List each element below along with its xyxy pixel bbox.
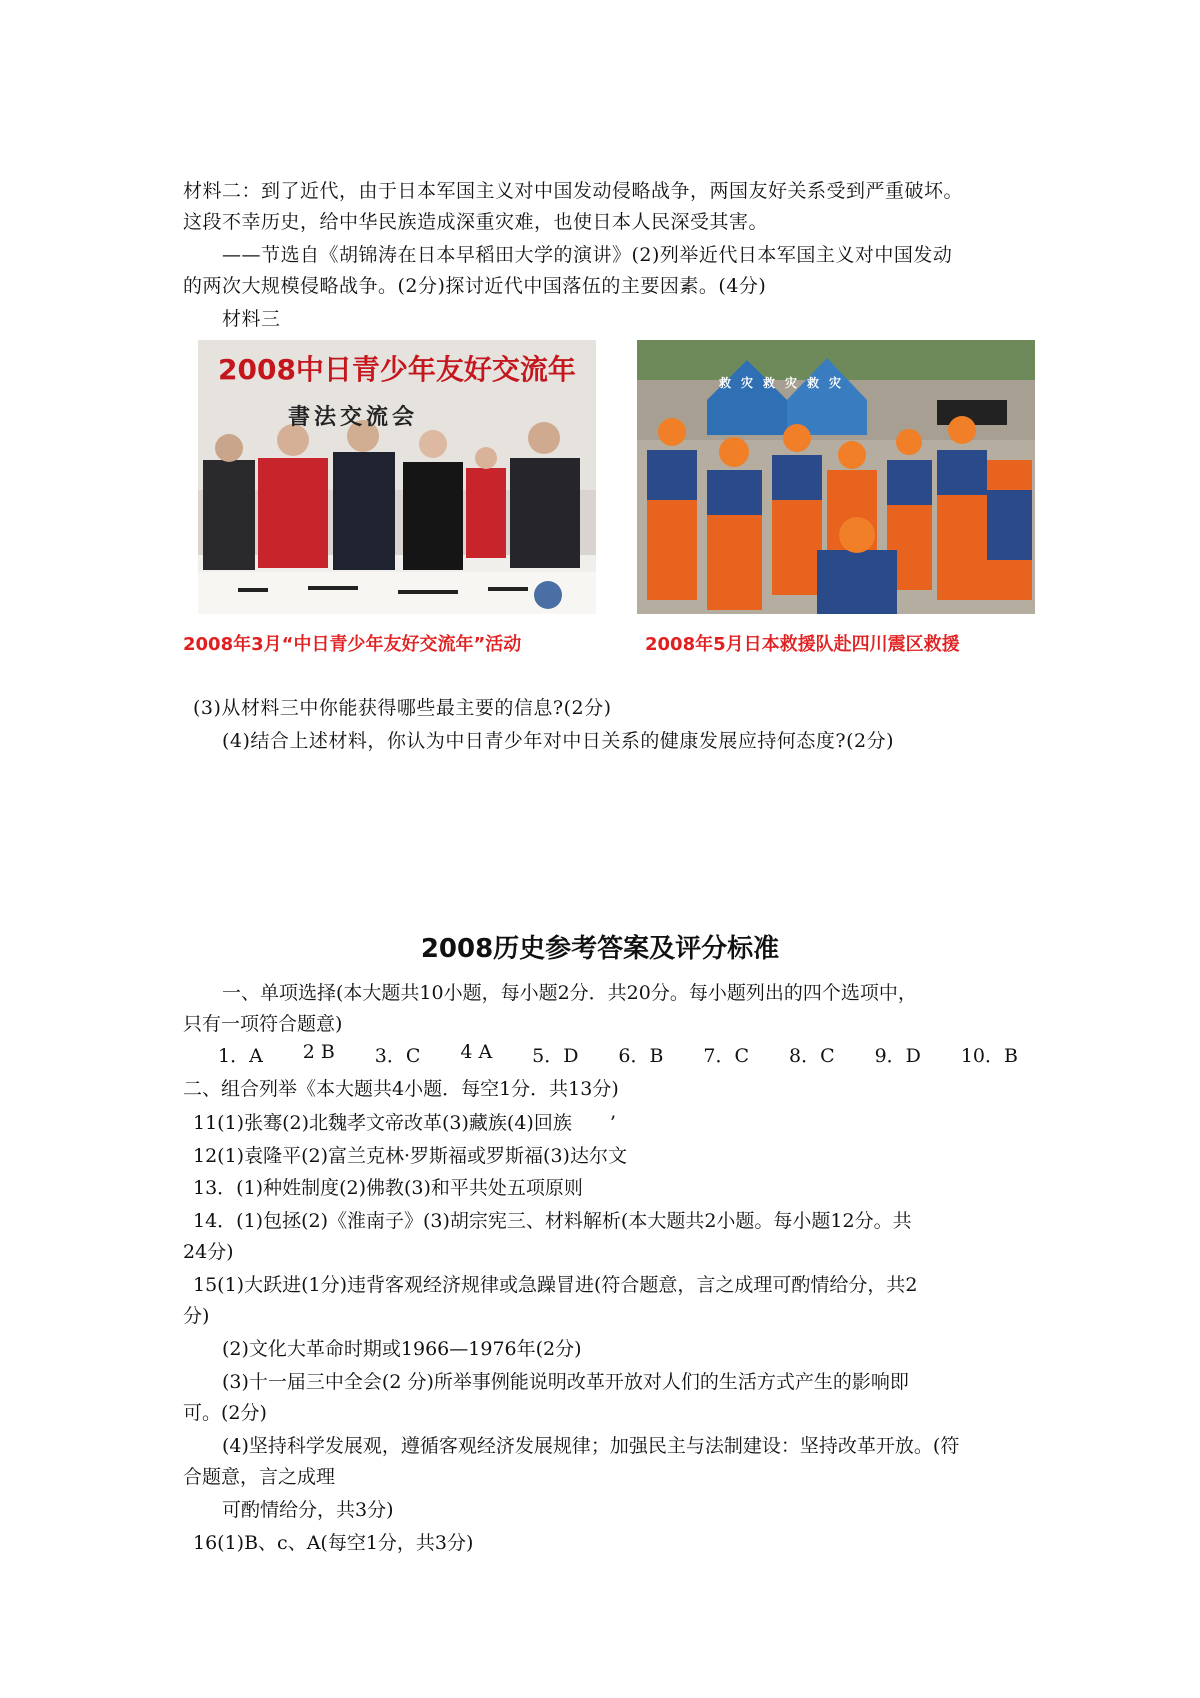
youth-exchange-photo bbox=[198, 340, 596, 614]
section1-line1: 一、单项选择(本大题共10小题，每小题2分．共20分。每小题列出的四个选项中， bbox=[222, 982, 917, 1004]
answer-15-line1: 15(1)大跃进(1分)违背客观经济规律或急躁冒进(符合题意，言之成理可酌情给分，共2 bbox=[193, 1274, 918, 1296]
choice-answer: 1．A bbox=[218, 1045, 263, 1067]
answer-15-4-line2: 合题意，言之成理 bbox=[183, 1466, 336, 1488]
choice-answer: 4 A bbox=[460, 1041, 493, 1063]
choice-answer: 10．B bbox=[960, 1045, 1018, 1067]
question-4: (4)结合上述材料，你认为中日青少年对中日关系的健康发展应持何态度?(2分) bbox=[222, 730, 895, 752]
choice-answer: 6．B bbox=[618, 1045, 664, 1067]
answer-12: 12(1)袁隆平(2)富兰克林·罗斯福或罗斯福(3)达尔文 bbox=[193, 1145, 627, 1167]
choice-answer: 8．C bbox=[789, 1045, 835, 1067]
section2-heading: 二、组合列举《本大题共4小题．每空1分．共13分) bbox=[183, 1078, 619, 1100]
photo1-caption: 2008年3月“中日青少年友好交流年”活动 bbox=[183, 634, 522, 655]
material2-line4: 的两次大规模侵略战争。(2分)探讨近代中国落伍的主要因素。(4分) bbox=[183, 275, 767, 297]
material3-label: 材料三 bbox=[222, 308, 281, 330]
material2-line3: ——节选自《胡锦涛在日本早稻田大学的演讲》(2)列举近代日本军国主义对中国发动 bbox=[222, 244, 953, 266]
choice-answer: 5．D bbox=[532, 1045, 579, 1067]
answer-15-2: (2)文化大革命时期或1966—1976年(2分) bbox=[222, 1338, 582, 1360]
choice-answer: 2 B bbox=[302, 1041, 335, 1063]
answer-16: 16(1)B、c、A(每空1分，共3分) bbox=[193, 1532, 474, 1554]
answer-13: 13．(1)种姓制度(2)佛教(3)和平共处五项原则 bbox=[193, 1177, 583, 1199]
section1-line2: 只有一项符合题意) bbox=[183, 1013, 343, 1035]
answer-14-line2: 24分) bbox=[183, 1241, 234, 1263]
answer-15-line2: 分) bbox=[183, 1305, 210, 1327]
choice-answer: 9．D bbox=[874, 1045, 921, 1067]
answer-15-4-line3: 可酌情给分，共3分) bbox=[222, 1499, 394, 1521]
answer-15-3-line2: 可。(2分) bbox=[183, 1402, 267, 1424]
rescue-team-photo bbox=[637, 340, 1035, 614]
exchange-year-banner: 2008中日青少年友好交流年 bbox=[218, 353, 576, 386]
choice-answer: 3．C bbox=[374, 1045, 421, 1067]
relief-tent-text: 救灾救灾救灾 bbox=[719, 376, 852, 390]
material2-line1: 材料二：到了近代，由于日本军国主义对中国发动侵略战争，两国友好关系受到严重破坏。 bbox=[183, 180, 964, 202]
answer-15-4-line1: (4)坚持科学发展观，遵循客观经济发展规律；加强民主与法制建设：坚持改革开放。(符 bbox=[222, 1435, 960, 1457]
choice-answers bbox=[218, 1041, 1018, 1068]
answer-11: 11(1)张骞(2)北魏孝文帝改革(3)藏族(4)回族 ’ bbox=[193, 1112, 616, 1134]
photo2-caption: 2008年5月日本救援队赴四川震区救援 bbox=[645, 634, 960, 655]
answer-key-title: 2008历史参考答案及评分标准 bbox=[420, 934, 780, 964]
answer-15-3-line1: (3)十一届三中全会(2 分)所举事例能说明改革开放对人们的生活方式产生的影响即 bbox=[222, 1371, 909, 1393]
material2-line2: 这段不幸历史，给中华民族造成深重灾难，也使日本人民深受其害。 bbox=[183, 211, 769, 233]
calligraphy-event-sign: 書法交流会 bbox=[288, 404, 419, 430]
question-3: (3)从材料三中你能获得哪些最主要的信息?(2分) bbox=[193, 697, 612, 719]
answer-14-line1: 14．(1)包拯(2)《淮南子》(3)胡宗宪三、材料解析(本大题共2小题。每小题12分。共 bbox=[193, 1210, 912, 1232]
choice-answer: 7．C bbox=[703, 1045, 750, 1067]
